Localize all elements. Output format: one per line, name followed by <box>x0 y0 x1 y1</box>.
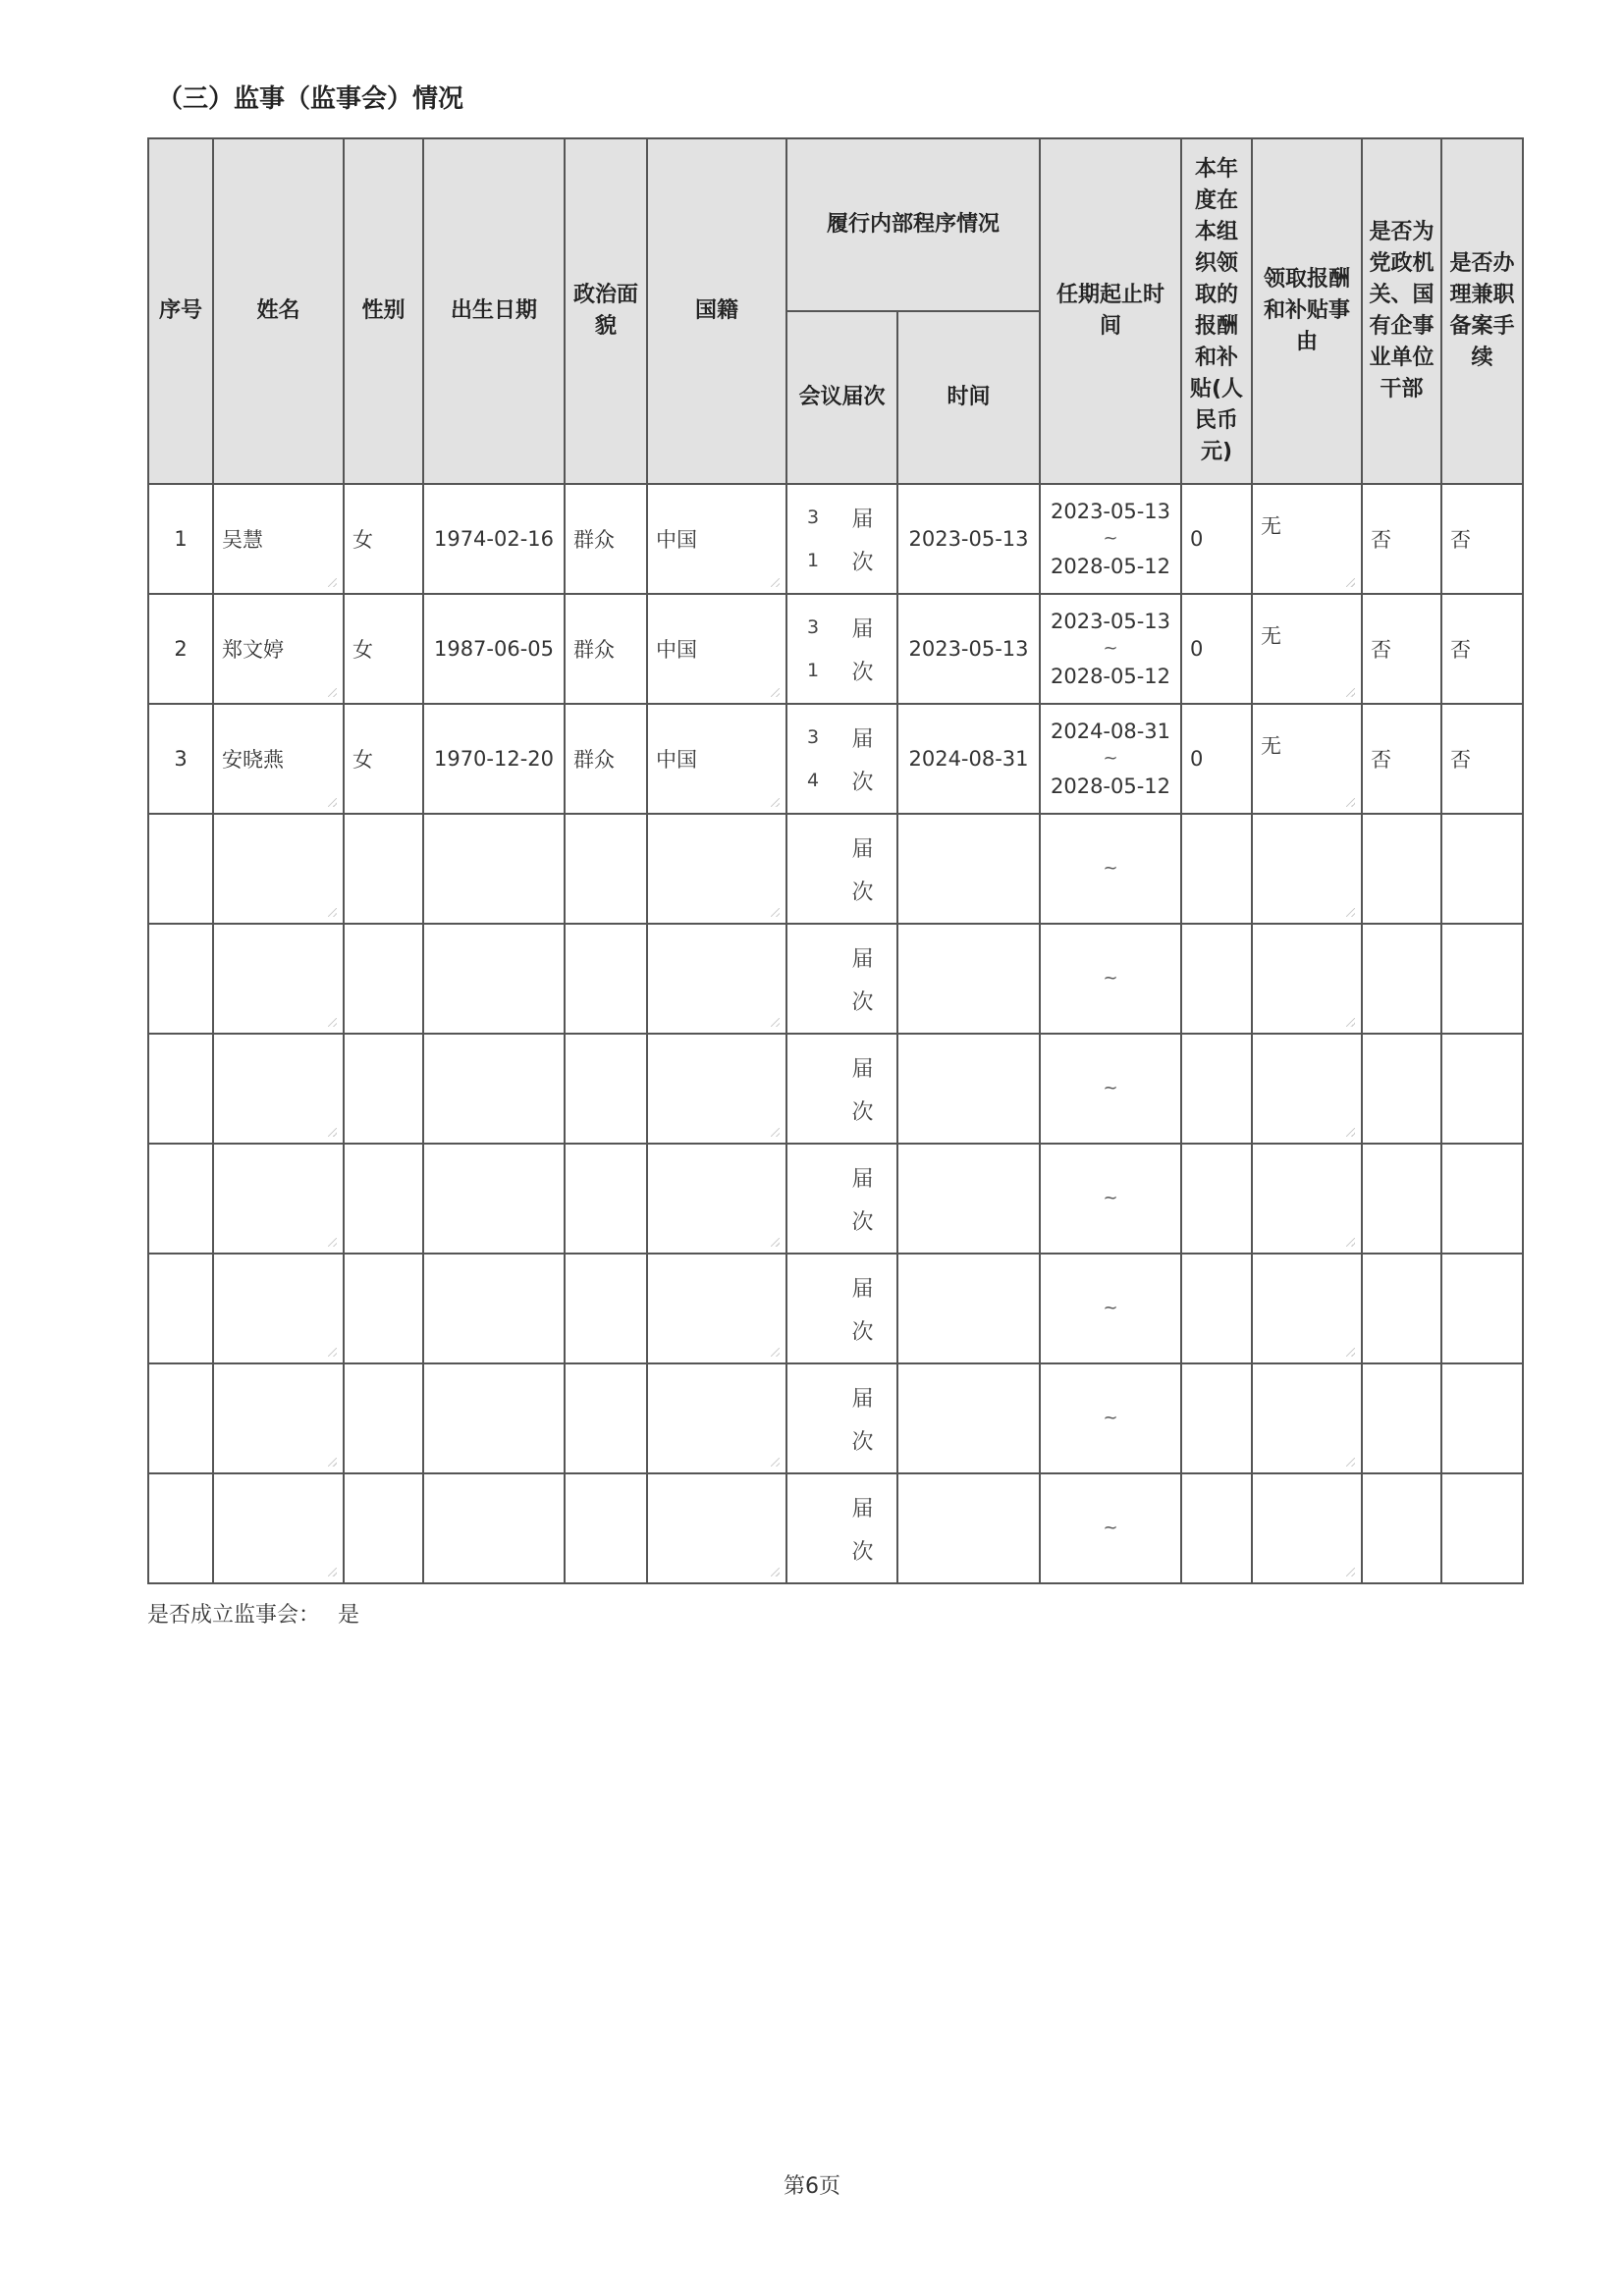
cell-seq <box>148 1363 213 1473</box>
cell-gender[interactable] <box>344 1363 423 1473</box>
cell-gender[interactable] <box>344 814 423 924</box>
session-unit: 届 <box>851 1056 874 1082</box>
term-start: 2023-05-13 <box>1050 500 1171 523</box>
term-separator: ~ <box>1103 1408 1118 1428</box>
cell-term[interactable] <box>1040 1034 1181 1144</box>
table-row <box>148 484 1523 594</box>
header-nationality: 国籍 <box>647 138 786 484</box>
cell-seq: 1 <box>148 484 213 594</box>
header-name: 姓名 <box>213 138 344 484</box>
term-end: 2028-05-12 <box>1050 665 1171 688</box>
header-term: 任期起止时间 <box>1040 138 1181 484</box>
session-unit: 届 <box>851 946 874 972</box>
cell-birth[interactable] <box>423 1254 565 1363</box>
cell-is-cadre[interactable] <box>1362 1473 1441 1583</box>
cell-compensation[interactable] <box>1181 1034 1252 1144</box>
session-unit: 届 <box>851 726 874 752</box>
cell-birth[interactable] <box>423 924 565 1034</box>
cell-meeting-session[interactable] <box>786 704 897 814</box>
cell-nationality[interactable] <box>647 924 786 1034</box>
cell-is-cadre[interactable]: 否 <box>1362 704 1441 814</box>
cell-nationality[interactable] <box>647 1034 786 1144</box>
cell-name[interactable] <box>213 1254 344 1363</box>
cell-political[interactable] <box>565 1473 647 1583</box>
cell-part-time-filing[interactable] <box>1441 1034 1523 1144</box>
cell-seq <box>148 814 213 924</box>
header-part-time-filing: 是否办理兼职备案手续 <box>1441 138 1523 484</box>
cell-political[interactable] <box>565 814 647 924</box>
session-unit: 届 <box>851 507 874 532</box>
cell-political[interactable] <box>565 1034 647 1144</box>
cell-compensation[interactable] <box>1181 1363 1252 1473</box>
cell-political[interactable] <box>565 924 647 1034</box>
cell-political[interactable]: 群众 <box>565 484 647 594</box>
meeting-unit: 次 <box>851 1429 874 1455</box>
meeting-unit: 次 <box>851 660 874 685</box>
term-start: 2024-08-31 <box>1050 720 1171 743</box>
term-separator: ~ <box>1103 1188 1118 1208</box>
session-unit: 届 <box>851 1386 874 1412</box>
cell-birth[interactable] <box>423 814 565 924</box>
cell-part-time-filing[interactable] <box>1441 1254 1523 1363</box>
cell-is-cadre[interactable] <box>1362 814 1441 924</box>
cell-seq <box>148 1034 213 1144</box>
cell-gender[interactable]: 女 <box>344 704 423 814</box>
cell-seq <box>148 924 213 1034</box>
cell-time[interactable]: 2023-05-13 <box>897 484 1040 594</box>
table-row <box>148 1363 1523 1473</box>
cell-compensation[interactable] <box>1181 1144 1252 1254</box>
term-separator: ~ <box>1103 528 1118 549</box>
header-is-cadre: 是否为党政机关、国有企事业单位干部 <box>1362 138 1441 484</box>
cell-meeting-session[interactable] <box>786 1034 897 1144</box>
header-gender: 性别 <box>344 138 423 484</box>
cell-time[interactable] <box>897 814 1040 924</box>
cell-part-time-filing[interactable]: 否 <box>1441 594 1523 704</box>
cell-is-cadre[interactable]: 否 <box>1362 484 1441 594</box>
meeting-unit: 次 <box>851 1539 874 1565</box>
cell-part-time-filing[interactable]: 否 <box>1441 704 1523 814</box>
page-number: 第6页 <box>784 2174 840 2199</box>
term-separator: ~ <box>1103 1078 1118 1098</box>
has-supervisory-board-label: 是否成立监事会： <box>147 1603 321 1628</box>
cell-part-time-filing[interactable] <box>1441 814 1523 924</box>
cell-meeting-session[interactable] <box>786 1473 897 1583</box>
cell-time[interactable] <box>897 924 1040 1034</box>
session-number: 3 <box>807 616 820 638</box>
cell-is-cadre[interactable] <box>1362 1034 1441 1144</box>
cell-birth[interactable]: 1970-12-20 <box>423 704 565 814</box>
cell-time[interactable] <box>897 1473 1040 1583</box>
cell-compensation[interactable]: 0 <box>1181 484 1252 594</box>
cell-compensation[interactable] <box>1181 924 1252 1034</box>
cell-part-time-filing[interactable] <box>1441 1473 1523 1583</box>
has-supervisory-board <box>147 1598 359 1629</box>
cell-term[interactable] <box>1040 1144 1181 1254</box>
cell-compensation[interactable]: 0 <box>1181 594 1252 704</box>
cell-meeting-session[interactable] <box>786 484 897 594</box>
cell-time[interactable] <box>897 1144 1040 1254</box>
cell-is-cadre[interactable] <box>1362 1254 1441 1363</box>
cell-time[interactable] <box>897 1034 1040 1144</box>
cell-birth[interactable]: 1987-06-05 <box>423 594 565 704</box>
cell-is-cadre[interactable]: 否 <box>1362 594 1441 704</box>
meeting-number: 4 <box>807 770 820 791</box>
cell-nationality[interactable]: 中国 <box>647 704 786 814</box>
cell-compensation-reason[interactable]: 无 <box>1252 484 1362 594</box>
table-row <box>148 704 1523 814</box>
cell-gender[interactable]: 女 <box>344 594 423 704</box>
cell-name[interactable]: 安晓燕 <box>213 704 344 814</box>
cell-part-time-filing[interactable] <box>1441 1144 1523 1254</box>
cell-name[interactable]: 吴慧 <box>213 484 344 594</box>
meeting-unit: 次 <box>851 989 874 1015</box>
cell-term[interactable] <box>1040 814 1181 924</box>
cell-name[interactable]: 郑文婷 <box>213 594 344 704</box>
table-row <box>148 1473 1523 1583</box>
session-number: 3 <box>807 726 820 748</box>
cell-birth[interactable] <box>423 1034 565 1144</box>
table-row <box>148 1254 1523 1363</box>
cell-nationality[interactable] <box>647 814 786 924</box>
table-row <box>148 814 1523 924</box>
cell-meeting-session[interactable] <box>786 924 897 1034</box>
cell-political[interactable] <box>565 1144 647 1254</box>
cell-meeting-session[interactable] <box>786 594 897 704</box>
cell-political[interactable] <box>565 1363 647 1473</box>
cell-meeting-session[interactable] <box>786 814 897 924</box>
cell-compensation[interactable] <box>1181 1473 1252 1583</box>
cell-meeting-session[interactable] <box>786 1144 897 1254</box>
cell-birth[interactable] <box>423 1473 565 1583</box>
header-compensation: 本年度在本组织领取的报酬和补贴(人民币元) <box>1181 138 1252 484</box>
header-time: 时间 <box>897 311 1040 484</box>
cell-term[interactable] <box>1040 594 1181 704</box>
header-procedure: 履行内部程序情况 <box>786 138 1040 311</box>
session-number: 3 <box>807 507 820 528</box>
cell-term[interactable] <box>1040 1254 1181 1363</box>
cell-term[interactable] <box>1040 704 1181 814</box>
cell-term[interactable] <box>1040 924 1181 1034</box>
cell-part-time-filing[interactable]: 否 <box>1441 484 1523 594</box>
term-separator: ~ <box>1103 1518 1118 1538</box>
cell-name[interactable] <box>213 924 344 1034</box>
cell-political[interactable]: 群众 <box>565 704 647 814</box>
cell-seq: 2 <box>148 594 213 704</box>
has-supervisory-board-value: 是 <box>338 1603 360 1628</box>
session-unit: 届 <box>851 1166 874 1192</box>
header-seq: 序号 <box>148 138 213 484</box>
term-separator: ~ <box>1103 638 1118 659</box>
cell-compensation-reason[interactable] <box>1252 1473 1362 1583</box>
cell-is-cadre[interactable] <box>1362 924 1441 1034</box>
term-end: 2028-05-12 <box>1050 774 1171 798</box>
cell-nationality[interactable] <box>647 1144 786 1254</box>
cell-nationality[interactable] <box>647 1473 786 1583</box>
session-unit: 届 <box>851 1276 874 1302</box>
header-birth: 出生日期 <box>423 138 565 484</box>
meeting-unit: 次 <box>851 1319 874 1345</box>
session-unit: 届 <box>851 616 874 642</box>
cell-is-cadre[interactable] <box>1362 1363 1441 1473</box>
cell-gender[interactable]: 女 <box>344 484 423 594</box>
cell-compensation-reason[interactable] <box>1252 924 1362 1034</box>
meeting-number: 1 <box>807 550 820 571</box>
cell-compensation-reason[interactable] <box>1252 1254 1362 1363</box>
cell-nationality[interactable]: 中国 <box>647 594 786 704</box>
cell-term[interactable] <box>1040 1363 1181 1473</box>
cell-name[interactable] <box>213 1473 344 1583</box>
cell-gender[interactable] <box>344 1034 423 1144</box>
header-meeting-session: 会议届次 <box>786 311 897 484</box>
cell-compensation[interactable]: 0 <box>1181 704 1252 814</box>
cell-part-time-filing[interactable] <box>1441 1363 1523 1473</box>
term-start: 2023-05-13 <box>1050 610 1171 633</box>
cell-compensation-reason[interactable] <box>1252 1034 1362 1144</box>
cell-time[interactable]: 2024-08-31 <box>897 704 1040 814</box>
term-separator: ~ <box>1103 858 1118 879</box>
cell-compensation-reason[interactable] <box>1252 814 1362 924</box>
term-separator: ~ <box>1103 1298 1118 1318</box>
cell-compensation[interactable] <box>1181 1254 1252 1363</box>
meeting-unit: 次 <box>851 550 874 575</box>
term-end: 2028-05-12 <box>1050 555 1171 578</box>
meeting-unit: 次 <box>851 1099 874 1125</box>
cell-nationality[interactable] <box>647 1363 786 1473</box>
meeting-unit: 次 <box>851 770 874 795</box>
cell-nationality[interactable] <box>647 1254 786 1363</box>
cell-seq: 3 <box>148 704 213 814</box>
cell-gender[interactable] <box>344 1254 423 1363</box>
supervisor-table <box>147 137 1524 1584</box>
cell-meeting-session[interactable] <box>786 1363 897 1473</box>
header-political: 政治面貌 <box>565 138 647 484</box>
cell-time[interactable]: 2023-05-13 <box>897 594 1040 704</box>
cell-name[interactable] <box>213 814 344 924</box>
term-separator: ~ <box>1103 748 1118 769</box>
cell-meeting-session[interactable] <box>786 1254 897 1363</box>
meeting-unit: 次 <box>851 880 874 905</box>
session-unit: 届 <box>851 1496 874 1522</box>
cell-political[interactable] <box>565 1254 647 1363</box>
cell-compensation-reason[interactable]: 无 <box>1252 594 1362 704</box>
cell-seq <box>148 1254 213 1363</box>
cell-part-time-filing[interactable] <box>1441 924 1523 1034</box>
cell-birth[interactable] <box>423 1363 565 1473</box>
cell-term[interactable] <box>1040 484 1181 594</box>
cell-seq <box>148 1144 213 1254</box>
cell-time[interactable] <box>897 1363 1040 1473</box>
term-separator: ~ <box>1103 968 1118 988</box>
cell-birth[interactable]: 1974-02-16 <box>423 484 565 594</box>
cell-compensation[interactable] <box>1181 814 1252 924</box>
session-unit: 届 <box>851 836 874 862</box>
meeting-number: 1 <box>807 660 820 681</box>
cell-is-cadre[interactable] <box>1362 1144 1441 1254</box>
header-compensation-reason: 领取报酬和补贴事由 <box>1252 138 1362 484</box>
cell-birth[interactable] <box>423 1144 565 1254</box>
cell-gender[interactable] <box>344 1144 423 1254</box>
table-row <box>148 594 1523 704</box>
cell-compensation-reason[interactable] <box>1252 1363 1362 1473</box>
cell-name[interactable] <box>213 1144 344 1254</box>
table-row <box>148 1144 1523 1254</box>
table-row <box>148 924 1523 1034</box>
cell-nationality[interactable]: 中国 <box>647 484 786 594</box>
section-title: （三）监事（监事会）情况 <box>157 84 464 114</box>
meeting-unit: 次 <box>851 1209 874 1235</box>
cell-gender[interactable] <box>344 924 423 1034</box>
table-row <box>148 1034 1523 1144</box>
cell-gender[interactable] <box>344 1473 423 1583</box>
cell-political[interactable]: 群众 <box>565 594 647 704</box>
cell-compensation-reason[interactable]: 无 <box>1252 704 1362 814</box>
cell-term[interactable] <box>1040 1473 1181 1583</box>
cell-seq <box>148 1473 213 1583</box>
cell-name[interactable] <box>213 1034 344 1144</box>
cell-time[interactable] <box>897 1254 1040 1363</box>
cell-name[interactable] <box>213 1363 344 1473</box>
cell-compensation-reason[interactable] <box>1252 1144 1362 1254</box>
